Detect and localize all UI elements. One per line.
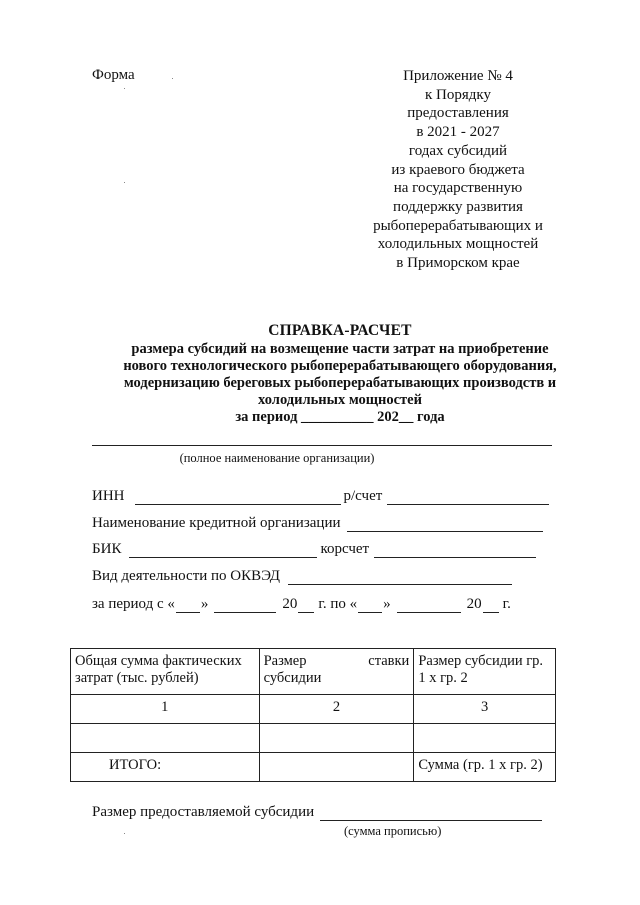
table-cell[interactable] [414,724,556,753]
appendix-line: к Порядку [425,86,491,103]
total-formula: Сумма (гр. 1 х гр. 2) [414,753,556,782]
subsidy-calculation-table [70,648,556,782]
table-row [71,695,556,724]
table-header-row [71,649,556,695]
inn-label: ИНН [92,488,125,504]
corr-account-label: корсчет [320,541,370,557]
appendix-block [358,67,558,273]
form-label: Форма [92,67,135,83]
period-quote-close: » [383,596,391,612]
bik-field[interactable] [129,542,317,558]
period-to-month-field[interactable] [397,597,461,613]
okved-label: Вид деятельности по ОКВЭД [92,568,281,584]
appendix-line: холодильных мощностей [377,236,539,253]
appendix-line: предоставления [407,105,509,122]
period-quote-close: » [200,596,209,612]
table-cell[interactable] [259,724,414,753]
bik-label: БИК [92,541,122,557]
sum-in-words-caption: (сумма прописью) [344,824,442,838]
credit-org-field[interactable] [347,516,543,532]
period-from-label: за период с « [92,596,175,612]
organization-caption: (полное наименование организации) [179,451,375,465]
header-cell-subsidy-rate [259,649,414,695]
appendix-line: в Приморском крае [396,255,520,272]
appendix-line: в 2021 - 2027 [416,124,500,141]
appendix-line: рыбоперерабатывающих и [373,217,543,234]
period-to-day-field[interactable] [358,597,382,613]
corr-account-field[interactable] [374,542,536,558]
header-rate-word1: Размер [263,653,307,669]
scan-speck [124,833,125,834]
bik-row [92,541,539,558]
document-title: СПРАВКА-РАСЧЕТ [268,322,412,339]
table-cell[interactable] [71,724,260,753]
appendix-line: из краевого бюджета [391,161,525,178]
period-from-day-field[interactable] [176,597,200,613]
title-line: модернизацию береговых рыбоперерабатывающих производств и [123,375,557,391]
organization-name-field[interactable] [92,445,552,446]
appendix-line: Приложение № 4 [403,68,513,84]
account-label: р/счет [343,488,383,504]
title-line: размера субсидий на возмещение части затрат на приобретение [131,341,549,357]
appendix-line: годах субсидий [408,142,508,159]
period-from-month-field[interactable] [214,597,276,613]
subsidy-amount-row [92,804,545,821]
header-rate-word2: ставки [368,653,410,669]
title-period: за период __________ 202__ года [235,409,445,425]
header-cell-total-costs: Общая сумма фактических затрат (тыс. рублей) [71,649,260,695]
table-row [71,724,556,753]
period-to-label: г. по « [318,596,358,612]
subsidy-amount-field[interactable] [320,805,542,821]
inn-field[interactable] [135,489,341,505]
table-cell[interactable] [259,753,414,782]
year-suffix: г. [502,596,511,612]
scan-speck [124,182,125,183]
subsidy-label: Размер предоставляемой субсидии [92,804,315,820]
year-prefix: 20 [282,596,298,612]
table-total-row [71,753,556,782]
account-field[interactable] [387,489,549,505]
header-rate-word3: субсидии [263,670,322,686]
title-line: холодильных мощностей [258,392,422,408]
appendix-line: на государственную [393,180,523,197]
okved-field[interactable] [288,569,512,585]
year-prefix: 20 [466,596,482,612]
inn-row [92,488,552,505]
total-label: ИТОГО: [71,753,260,782]
credit-org-row [92,515,546,532]
period-row [92,596,511,613]
column-number: 3 [414,695,556,724]
column-number: 2 [259,695,414,724]
scan-speck [172,78,173,79]
period-to-year-field[interactable] [483,597,499,613]
column-number: 1 [71,695,260,724]
appendix-line: поддержку развития [393,198,523,215]
header-cell-subsidy-amount: Размер субсидии гр. 1 х гр. 2 [414,649,556,695]
period-from-year-field[interactable] [298,597,314,613]
document-title-block [80,322,600,426]
credit-org-label: Наименование кредитной организации [92,515,341,531]
okved-row [92,568,515,585]
title-line: нового технологического рыбоперерабатывающего оборудования, [123,358,557,374]
scan-speck [124,88,125,89]
